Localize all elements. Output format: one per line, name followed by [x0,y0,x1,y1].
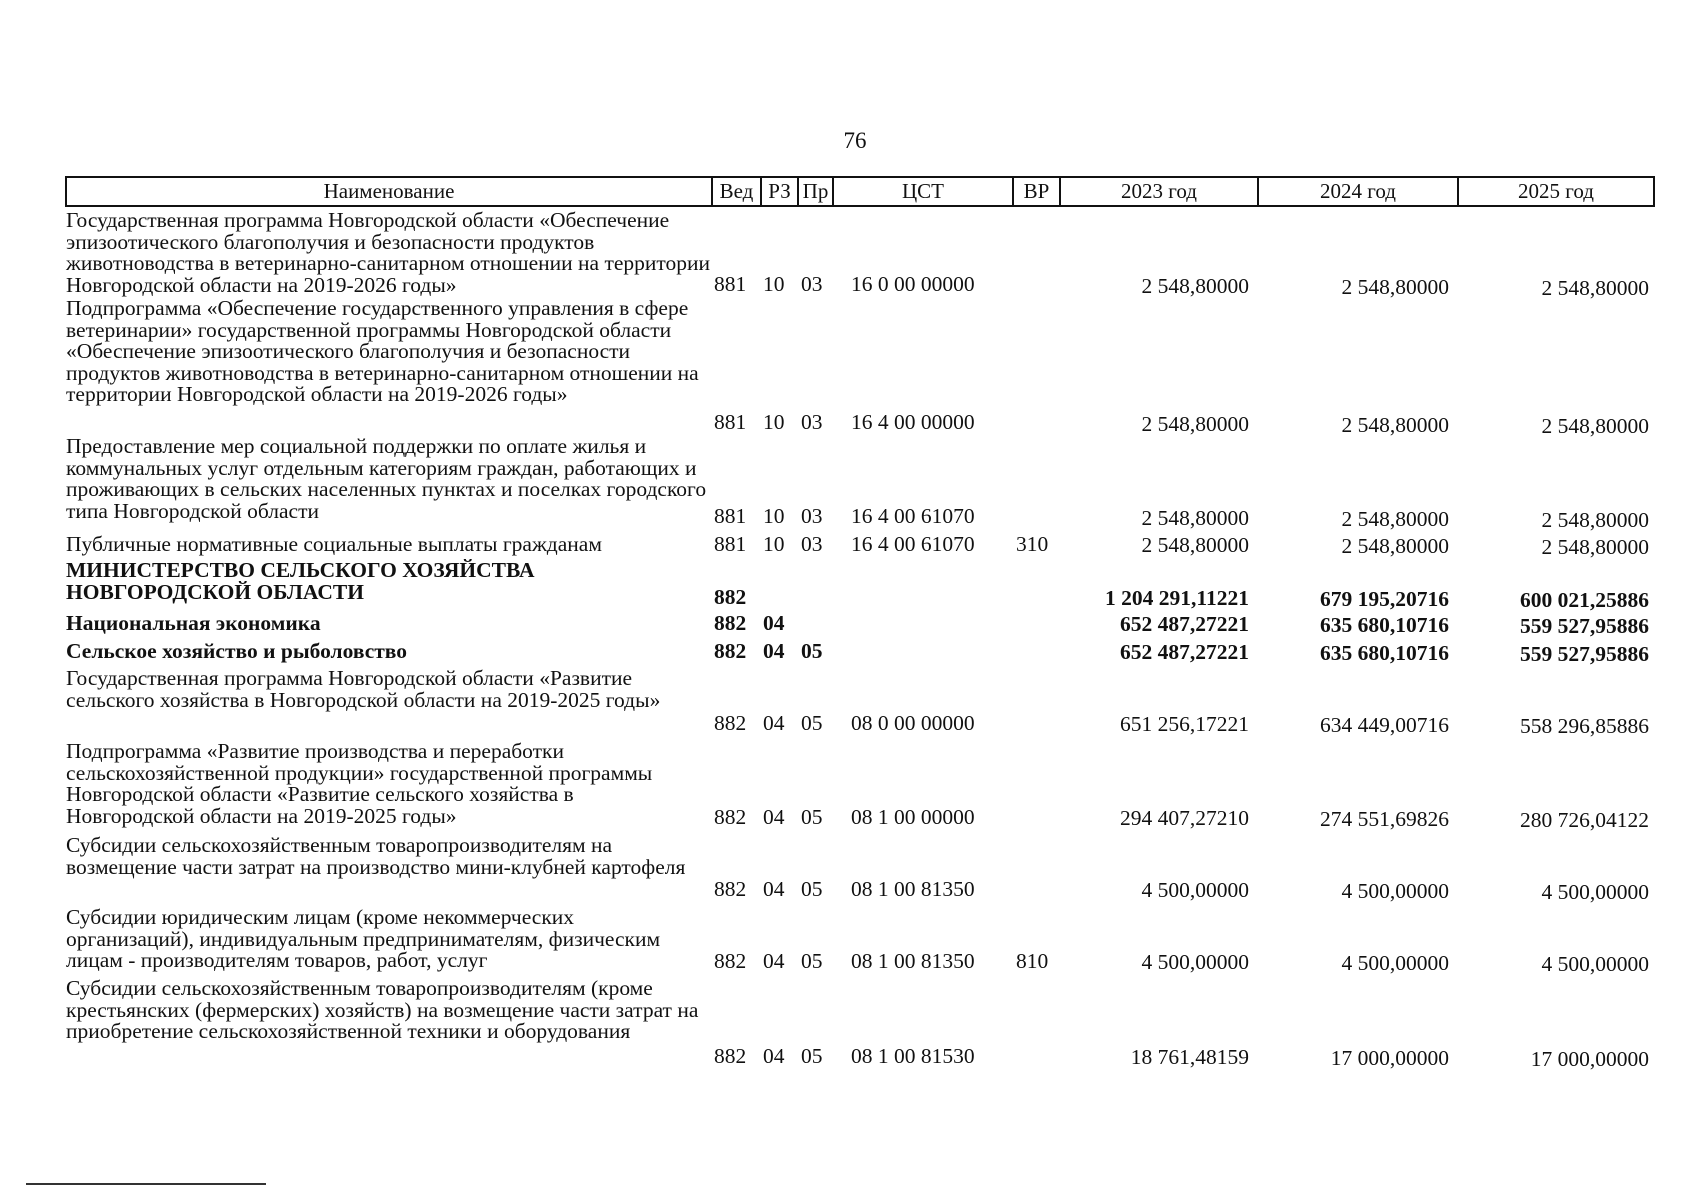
row-2023: 651 256,17221 [1120,712,1249,736]
header-ved: Вед [713,178,762,205]
row-name: МИНИСТЕРСТВО СЕЛЬСКОГО ХОЗЯЙСТВА НОВГОРОДСКОЙ ОБЛАСТИ [66,558,535,604]
row-2025: 17 000,00000 [1530,1047,1649,1071]
row-name: Сельское хозяйство и рыболовство [66,639,408,663]
row-2023: 2 548,80000 [1141,506,1249,530]
row-pr: 03 [801,504,823,528]
row-2024: 4 500,00000 [1341,951,1449,975]
row-rz: 04 [763,949,785,973]
row-ved: 882 [714,585,747,609]
row-2025: 2 548,80000 [1541,508,1649,532]
row-2024: 274 551,69826 [1320,807,1449,831]
header-2025: 2025 год [1518,179,1594,203]
row-ved: 882 [714,711,747,735]
row-pr: 03 [801,410,823,434]
row-cst: 16 4 00 61070 [851,504,975,528]
row-rz: 04 [763,611,785,635]
row-2024: 2 548,80000 [1341,413,1449,437]
row-2025: 4 500,00000 [1541,880,1649,904]
row-name: Государственная программа Новгородской области «Развитие сельского хозяйства в Новгородской области на 2019-2025 годы» [66,666,661,712]
row-pr: 05 [801,877,823,901]
header-cst: ЦСТ [834,178,1014,205]
row-2025: 559 527,95886 [1520,642,1649,666]
header-2023: 2023 год [1061,178,1259,205]
footnote-divider [26,1183,266,1185]
row-2025: 559 527,95886 [1520,614,1649,638]
row-2025: 280 726,04122 [1520,808,1649,832]
row-ved: 881 [714,272,747,296]
row-ved: 881 [714,532,747,556]
row-2025: 2 548,80000 [1541,535,1649,559]
row-rz: 04 [763,639,785,663]
row-2025: 600 021,25886 [1520,588,1649,612]
row-ved: 882 [714,1044,747,1068]
row-2023: 4 500,00000 [1141,950,1249,974]
row-rz: 10 [763,272,785,296]
row-rz: 04 [763,805,785,829]
row-name: Государственная программа Новгородской области «Обеспечение эпизоотического благополучия и безопасности продуктов животноводства в ветеринарно-санитарном отношении на территории Новгородской области на 2019-2026 годы» [66,208,711,297]
row-ved: 881 [714,504,747,528]
row-cst: 08 1 00 81350 [851,949,975,973]
row-ved: 881 [714,410,747,434]
row-cst: 16 0 00 00000 [851,272,975,296]
row-2023: 652 487,27221 [1120,640,1249,664]
row-2024: 17 000,00000 [1330,1046,1449,1070]
row-2024: 635 680,10716 [1320,613,1449,637]
row-2023: 1 204 291,11221 [1105,586,1249,610]
row-name: Субсидии юридическим лицам (кроме некоммерческих организаций), индивидуальным предпринимателям, физическим лицам - производителям товаров, работ, услуг [66,905,661,972]
row-2025: 2 548,80000 [1541,414,1649,438]
header-2024: 2024 год [1259,178,1459,205]
row-2025: 2 548,80000 [1541,276,1649,300]
header-vr: ВР [1014,178,1061,205]
row-2024: 679 195,20716 [1320,587,1449,611]
row-rz: 10 [763,532,785,556]
row-vr: 810 [1016,949,1049,973]
row-name: Подпрограмма «Обеспечение государственного управления в сфере ветеринарии» государственной программы Новгородской области «Обеспечение эпизоотического благополучия и безопасности продуктов животноводства в ветеринарно-санитарном отношении на территории Новгородской области на 2019-2026 годы» [66,296,699,406]
row-2024: 4 500,00000 [1341,879,1449,903]
row-2023: 18 761,48159 [1130,1045,1249,1069]
row-2023: 2 548,80000 [1141,412,1249,436]
row-2023: 4 500,00000 [1141,878,1249,902]
row-rz: 10 [763,410,785,434]
row-pr: 05 [801,711,823,735]
row-2023: 294 407,27210 [1120,806,1249,830]
row-2025: 4 500,00000 [1541,952,1649,976]
row-cst: 08 1 00 81350 [851,877,975,901]
row-name: Подпрограмма «Развитие производства и переработки сельскохозяйственной продукции» государственной программы Новгородской области «Развитие сельского хозяйства в Новгородской области на 2019-2025 годы» [66,739,653,828]
row-pr: 03 [801,272,823,296]
row-rz: 04 [763,1044,785,1068]
row-cst: 16 4 00 00000 [851,410,975,434]
header-name: Наименование [67,178,713,205]
row-rz: 04 [763,711,785,735]
header-pr: Пр [799,178,834,205]
row-rz: 04 [763,877,785,901]
row-pr: 05 [801,1044,823,1068]
row-cst: 08 1 00 00000 [851,805,975,829]
row-ved: 882 [714,611,747,635]
row-pr: 03 [801,532,823,556]
row-cst: 16 4 00 61070 [851,532,975,556]
row-vr: 310 [1016,532,1049,556]
row-2024: 2 548,80000 [1341,507,1449,531]
row-ved: 882 [714,639,747,663]
row-2025: 558 296,85886 [1520,714,1649,738]
row-2023: 2 548,80000 [1141,533,1249,557]
row-name: Национальная экономика [66,611,321,635]
row-rz: 10 [763,504,785,528]
row-2024: 634 449,00716 [1320,713,1449,737]
row-ved: 882 [714,949,747,973]
row-2023: 652 487,27221 [1120,612,1249,636]
row-ved: 882 [714,805,747,829]
row-name: Предоставление мер социальной поддержки по оплате жилья и коммунальных услуг отдельным категориям граждан, работающих и проживающих в сельских населенных пунктах и поселках городского типа Новгородской области [66,434,707,523]
row-ved: 882 [714,877,747,901]
row-cst: 08 0 00 00000 [851,711,975,735]
row-2024: 2 548,80000 [1341,275,1449,299]
row-pr: 05 [801,949,823,973]
row-name: Публичные нормативные социальные выплаты гражданам [66,532,602,556]
row-2024: 2 548,80000 [1341,534,1449,558]
row-2024: 635 680,10716 [1320,641,1449,665]
row-name: Субсидии сельскохозяйственным товаропроизводителям на возмещение части затрат на производство мини-клубней картофеля [66,833,686,879]
row-name: Субсидии сельскохозяйственным товаропроизводителям (кроме крестьянских (фермерских) хозяйств) на возмещение части затрат на приобретение сельскохозяйственной техники и оборудования [66,976,699,1043]
table-header [65,176,1655,207]
row-2023: 2 548,80000 [1141,274,1249,298]
header-rz: РЗ [762,178,799,205]
row-cst: 08 1 00 81530 [851,1044,975,1068]
row-pr: 05 [801,639,823,663]
row-pr: 05 [801,805,823,829]
page-number: 76 [843,128,867,153]
